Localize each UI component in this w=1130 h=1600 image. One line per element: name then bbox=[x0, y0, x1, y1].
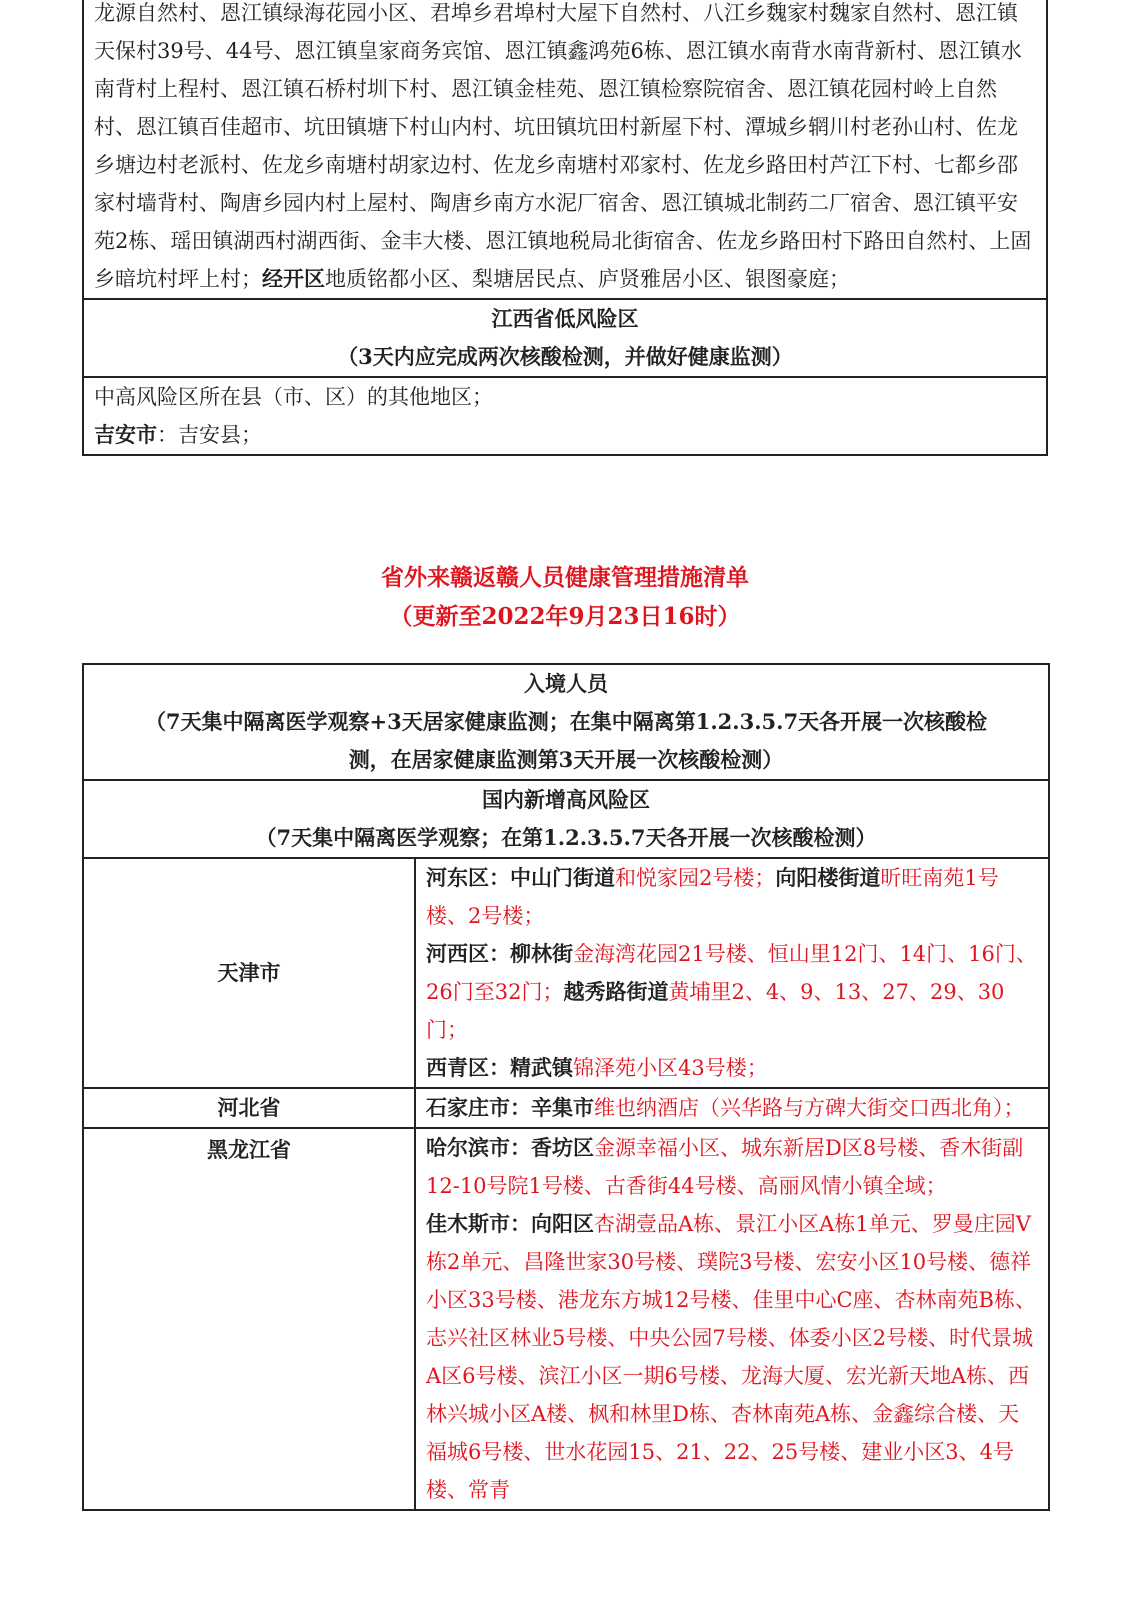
heilongjiang-areas bbox=[415, 1128, 1049, 1510]
jiangxi-risk-table bbox=[82, 0, 1048, 456]
xiangyanglou-label: 向阳楼街道 bbox=[775, 865, 881, 890]
low-risk-county: ：吉安县； bbox=[157, 423, 262, 447]
hebei-areas bbox=[415, 1088, 1049, 1128]
low-risk-city: 吉安市 bbox=[94, 422, 157, 447]
province-heilongjiang: 黑龙江省 bbox=[83, 1128, 415, 1510]
medium-risk-list: 龙源自然村、恩江镇绿海花园小区、君埠乡君埠村大屋下自然村、八江乡魏家村魏家自然村、恩江镇天保村39号、44号、恩江镇皇家商务宾馆、恩江镇鑫鸿苑6栋、恩江镇水南背水南背新村、恩江镇水南背村上程村、恩江镇石桥村圳下村、恩江镇金桂苑、恩江镇检察院宿舍、恩江镇花园村岭上自然村、恩江镇百佳超市、坑田镇塘下村山内村、坑田镇坑田村新屋下村、潭城乡辋川村老孙山村、佐龙乡塘边村老派村、佐龙乡南塘村胡家边村、佐龙乡南塘村邓家村、佐龙乡路田村芦江下村、七都乡邵家村墙背村、陶唐乡园内村上屋村、陶唐乡南方水泥厂宿舍、恩江镇城北制药二厂宿舍、恩江镇平安苑2栋、瑶田镇湖西村湖西街、金丰大楼、恩江镇地税局北街宿舍、佐龙乡路田村下路田自然村、上固乡暗坑村坪上村； bbox=[94, 1, 1032, 291]
document-title: 省外来赣返赣人员健康管理措施清单 bbox=[381, 564, 749, 591]
jiamusi-list: 杏湖壹品A栋、景江小区A栋1单元、罗曼庄园V栋2单元、昌隆世家30号楼、璞院3号楼、宏安小区10号楼、德祥小区33号楼、港龙东方城12号楼、佳里中心C座、杏林南苑B栋、志兴社区林业5号楼、中央公园7号楼、体委小区2号楼、时代景城A区6号楼、滨江小区一期6号楼、龙海大厦、宏光新天地A栋、西林兴城小区A楼、枫和林里D栋、杏林南苑A栋、金鑫综合楼、天福城6号楼、世水花园15、21、22、25号楼、建业小区3、4号楼、常青 bbox=[426, 1212, 1036, 1502]
xiqing-label: 西青区：精武镇 bbox=[426, 1055, 573, 1080]
high-risk-note: （7天集中隔离医学观察；在第1.2.3.5.7天各开展一次核酸检测） bbox=[255, 825, 877, 850]
xiangyanglou-list: 昕旺南苑1号楼、2号楼； bbox=[426, 866, 999, 928]
low-risk-title: 江西省低风险区 bbox=[491, 306, 639, 331]
jingkai-list: 地质铭都小区、梨塘居民点、庐贤雅居小区、银图豪庭； bbox=[325, 267, 850, 291]
low-risk-list-cell bbox=[83, 377, 1047, 455]
hedong-list: 和悦家园2号楼； bbox=[615, 866, 776, 890]
entry-note: （7天集中隔离医学观察+3天居家健康监测；在集中隔离第1.2.3.5.7天各开展一次核酸检测，在居家健康监测第3天开展一次核酸检测） bbox=[144, 709, 988, 772]
high-risk-title: 国内新增高风险区 bbox=[482, 787, 650, 812]
province-hebei: 河北省 bbox=[83, 1088, 415, 1128]
jiamusi-label: 佳木斯市：向阳区 bbox=[426, 1211, 594, 1236]
jingkai-label: 经开区 bbox=[262, 266, 325, 291]
xinji-list: 维也纳酒店（兴华路与方碑大街交口西北角）； bbox=[594, 1096, 1025, 1120]
tianjin-areas bbox=[415, 858, 1049, 1088]
medium-risk-list-cell bbox=[83, 0, 1047, 299]
xinji-label: 石家庄市：辛集市 bbox=[426, 1095, 594, 1120]
outside-province-table bbox=[82, 663, 1050, 1511]
entry-header bbox=[83, 664, 1049, 780]
low-risk-note: （3天内应完成两次核酸检测，并做好健康监测） bbox=[337, 344, 793, 369]
hexi-label: 河西区：柳林街 bbox=[426, 941, 573, 966]
yuexiulu-list: 黄埔里2、4、9、13、27、29、30门； bbox=[426, 980, 1005, 1042]
document-subtitle: （更新至2022年9月23日16时） bbox=[389, 603, 741, 630]
hexi-list: 金海湾花园21号楼、恒山里12门、14门、16门、26门至32门； bbox=[426, 942, 1037, 1004]
low-risk-line: 中高风险区所在县（市、区）的其他地区； bbox=[94, 385, 493, 409]
yuexiulu-label: 越秀路街道 bbox=[563, 979, 669, 1004]
low-risk-header bbox=[83, 299, 1047, 377]
harbin-label: 哈尔滨市：香坊区 bbox=[426, 1135, 594, 1160]
entry-title: 入境人员 bbox=[524, 671, 608, 696]
xiqing-list: 锦泽苑小区43号楼； bbox=[573, 1056, 768, 1080]
high-risk-header bbox=[83, 780, 1049, 858]
harbin-list: 金源幸福小区、城东新居D区8号楼、香木街副12-10号院1号楼、古香街44号楼、高丽风情小镇全域； bbox=[426, 1136, 1024, 1198]
province-tianjin: 天津市 bbox=[83, 858, 415, 1088]
hedong-label: 河东区：中山门街道 bbox=[426, 865, 615, 890]
